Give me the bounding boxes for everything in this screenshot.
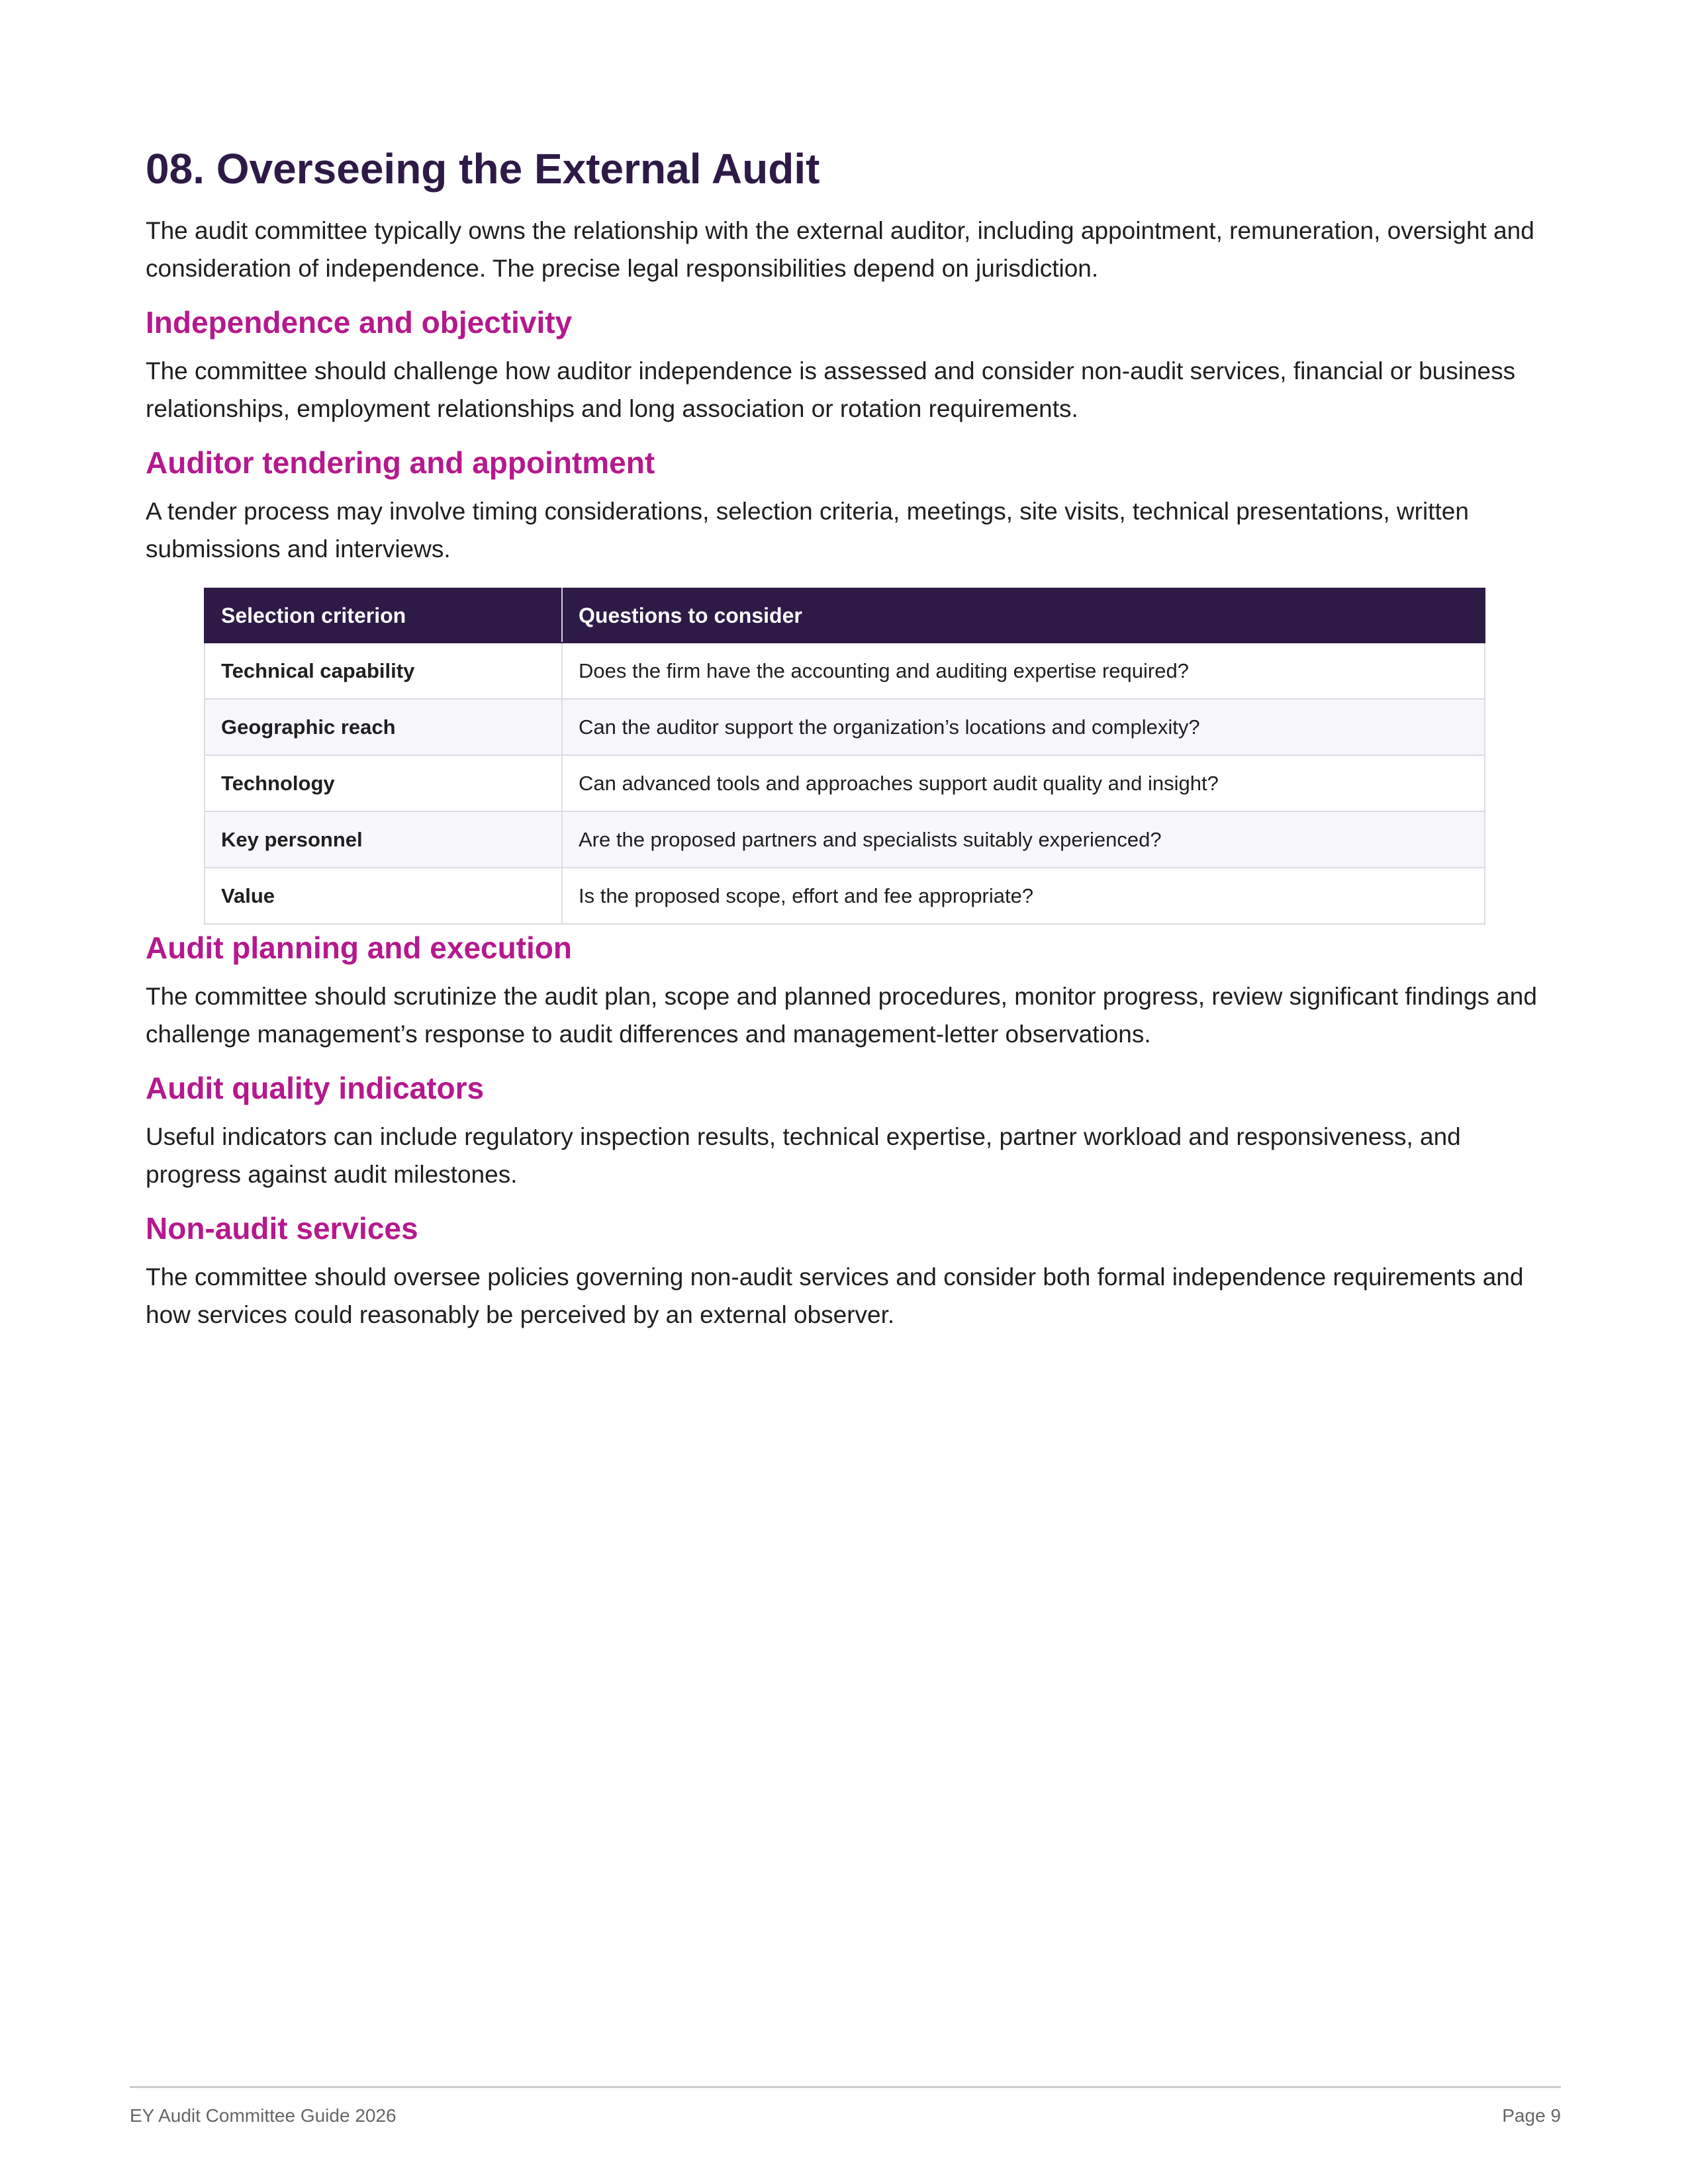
table-cell-criterion: Value [205,868,562,924]
table-cell-question: Can the auditor support the organization’s locations and complexity? [562,699,1485,755]
table-row [205,755,1485,811]
section-paragraph: The committee should oversee policies governing non-audit services and consider both formal independence requirements and how services could reasonably be perceived by an external observer. [146,1263,1524,1328]
section-heading: Non-audit services [146,1211,418,1246]
section-paragraph: The committee should challenge how auditor independence is assessed and consider non-audit services, financial or business relationships, employment relationships and long association or rotation requirements. [146,357,1516,422]
section-paragraph: Useful indicators can include regulatory inspection results, technical expertise, partner workload and responsiveness, and progress against audit milestones. [146,1123,1461,1188]
section-heading: Independence and objectivity [146,305,573,340]
section-quality-indicators [146,1069,1549,1193]
intro-paragraph: The audit committee typically owns the relationship with the external auditor, including appointment, remuneration, oversight and consideration of independence. The precise legal responsibilities depend on jurisdiction. [146,217,1534,282]
page-content [146,139,1549,1334]
table-header-row [205,588,1485,643]
section-heading: Audit planning and execution [146,931,572,965]
page-title: 08. Overseeing the External Audit [146,145,820,193]
table-cell-question: Is the proposed scope, effort and fee appropriate? [562,868,1485,924]
section-tendering [146,443,1549,568]
section-paragraph: A tender process may involve timing considerations, selection criteria, meetings, site visits, technical presentations, written submissions and interviews. [146,498,1469,563]
footer-page-number: Page 9 [1502,2105,1561,2126]
table-row [205,699,1485,755]
section-planning [146,929,1549,1053]
table-row [205,868,1485,924]
section-paragraph: The committee should scrutinize the audit plan, scope and planned procedures, monitor progress, review significant findings and challenge management’s response to audit differences and management-letter observations. [146,983,1537,1048]
selection-criteria-table [204,588,1485,925]
table-cell-criterion: Geographic reach [205,699,562,755]
section-heading: Audit quality indicators [146,1071,485,1105]
table-row [205,643,1485,699]
table-cell-criterion: Key personnel [205,811,562,868]
table-cell-question: Can advanced tools and approaches support audit quality and insight? [562,755,1485,811]
table-cell-question: Are the proposed partners and specialists suitably experienced? [562,811,1485,868]
table-cell-criterion: Technical capability [205,643,562,699]
section-independence [146,303,1549,428]
section-heading: Auditor tendering and appointment [146,445,655,480]
table-header-questions: Questions to consider [562,588,1485,643]
table-header-criterion: Selection criterion [205,588,562,643]
table-row [205,811,1485,868]
table-cell-question: Does the firm have the accounting and auditing expertise required? [562,643,1485,699]
section-non-audit-services [146,1209,1549,1334]
footer-document-title: EY Audit Committee Guide 2026 [130,2105,397,2126]
footer-divider [130,2086,1561,2088]
table-cell-criterion: Technology [205,755,562,811]
